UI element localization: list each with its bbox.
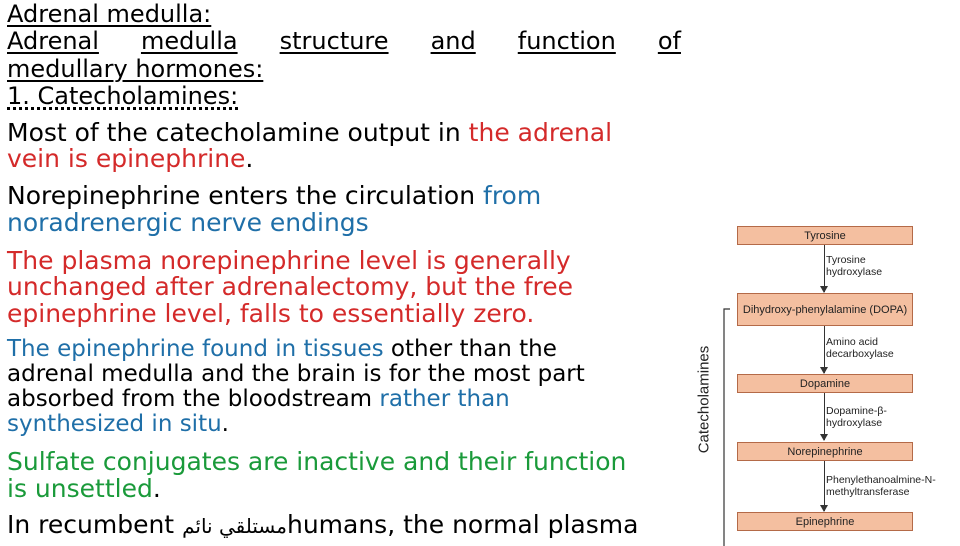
paragraph-5-line2 — [7, 476, 687, 501]
catecholamine-synthesis-diagram — [690, 216, 960, 540]
text-highlight-green: is unsettled — [7, 474, 153, 503]
step-dopamine: Dopamine — [737, 374, 913, 393]
enzyme-pnmt: Phenylethanoalmine-N- methyltransferase — [826, 474, 936, 498]
arabic-annotation: مستلقي نائم — [182, 514, 287, 538]
section-title: 1. Catecholamines: — [7, 82, 239, 110]
paragraph-1-line2 — [7, 146, 687, 171]
text-highlight-blue: from — [483, 181, 542, 210]
subheading-word: structure — [279, 27, 389, 55]
text: . — [152, 474, 161, 503]
text: Most of the catecholamine output in — [7, 118, 469, 147]
arrow-down-icon — [824, 393, 825, 440]
paragraph-4-line3 — [7, 387, 687, 412]
paragraph-4-line1 — [7, 337, 687, 362]
text: Norepinephrine enters the circulation — [7, 181, 484, 210]
catecholamines-label: Catecholamines — [695, 345, 713, 454]
text: absorbed from the bloodstream — [7, 386, 380, 412]
paragraph-3-line3: epinephrine level, falls to essentially zero. — [7, 299, 535, 328]
step-tyrosine: Tyrosine — [737, 226, 913, 245]
step-dopa: Dihydroxy-phenylalamine (DOPA) — [737, 293, 913, 326]
arrow-down-icon — [824, 245, 825, 292]
text: humans, the normal plasma — [286, 510, 639, 539]
catecholamines-bracket — [694, 336, 712, 486]
paragraph-4-line4 — [7, 412, 687, 437]
subheading-word: medulla — [140, 27, 238, 55]
subheading-line2: medullary hormones: — [7, 55, 264, 83]
paragraph-2-line1 — [7, 183, 687, 208]
paragraph-1-line1 — [7, 120, 687, 145]
arrow-down-icon — [824, 461, 825, 511]
enzyme-dopamine-beta-hydroxylase: Dopamine-β- hydroxylase — [826, 405, 887, 429]
text-highlight-blue: The epinephrine found in tissues — [7, 336, 384, 362]
paragraph-2-line2: noradrenergic nerve endings — [7, 208, 369, 237]
text: . — [245, 144, 254, 173]
text-highlight-blue: synthesized in situ — [7, 411, 222, 437]
step-norepinephrine: Norepinephrine — [737, 442, 913, 461]
subheading-word: and — [430, 27, 476, 55]
subheading-word: Adrenal — [7, 27, 99, 55]
text-highlight-red: the adrenal — [468, 118, 613, 147]
paragraph-5-line1: Sulfate conjugates are inactive and their function — [7, 447, 627, 476]
paragraph-4-line2: adrenal medulla and the brain is for the most part — [7, 361, 585, 387]
text: In recumbent — [7, 510, 183, 539]
paragraph-3-line2: unchanged after adrenalectomy, but the free — [7, 272, 574, 301]
arrow-down-icon — [824, 326, 825, 373]
subheading — [7, 29, 687, 53]
text: . — [221, 411, 229, 437]
text: other than the — [383, 336, 557, 362]
paragraph-3-line1: The plasma norepinephrine level is generally — [7, 246, 571, 275]
subheading-word: function — [517, 27, 616, 55]
text-highlight-blue: rather than — [379, 386, 510, 412]
subheading-word: of — [657, 27, 681, 55]
step-epinephrine: Epinephrine — [737, 512, 913, 531]
text-highlight-red: vein is epinephrine — [7, 144, 246, 173]
heading: Adrenal medulla: — [7, 0, 212, 28]
paragraph-6-line1 — [7, 512, 687, 539]
enzyme-amino-acid-decarboxylase: Amino acid decarboxylase — [826, 336, 894, 360]
enzyme-tyrosine-hydroxylase: Tyrosine hydroxylase — [826, 254, 883, 278]
